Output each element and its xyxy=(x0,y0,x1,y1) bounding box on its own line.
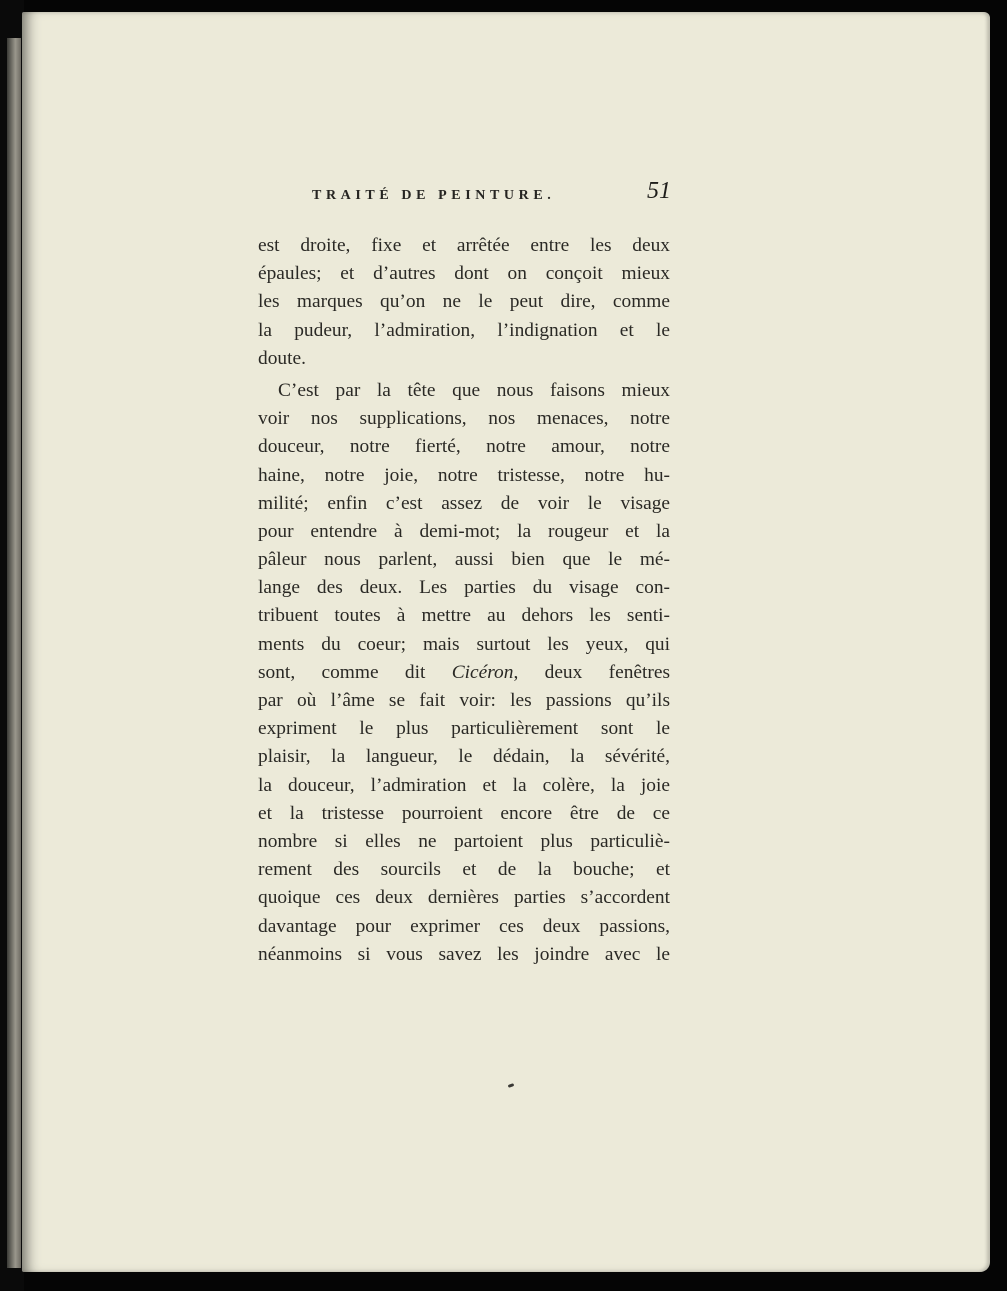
text-line: quoique ces deux dernières parties s’accordent xyxy=(258,887,670,909)
text-line: la pudeur, l’admiration, l’indignation et le xyxy=(258,319,670,341)
text-line xyxy=(258,659,670,687)
text-line: expriment le plus particulièrement sont le xyxy=(258,718,670,740)
text-line: est droite, fixe et arrêtée entre les deux xyxy=(258,235,670,256)
text-segment: sont, comme dit xyxy=(258,661,452,683)
text-line: épaules; et d’autres dont on conçoit mieux xyxy=(258,263,670,285)
text-line: la douceur, l’admiration et la colère, la joie xyxy=(258,774,670,796)
text-segment: , deux fenêtres xyxy=(513,661,670,683)
body-text xyxy=(258,232,670,969)
text-line: pâleur nous parlent, aussi bien que le mé- xyxy=(258,549,670,571)
text-line: tribuent toutes à mettre au dehors les senti- xyxy=(258,605,670,627)
text-line: douceur, notre fierté, notre amour, notre xyxy=(258,436,670,458)
text-line: davantage pour exprimer ces deux passions, xyxy=(258,915,670,937)
text-line: milité; enfin c’est assez de voir le visage xyxy=(258,492,670,514)
running-head xyxy=(312,178,732,208)
text-line: plaisir, la langueur, le dédain, la sévérité, xyxy=(258,746,670,768)
running-title: TRAITÉ DE PEINTURE. xyxy=(312,188,556,203)
text-line: lange des deux. Les parties du visage con- xyxy=(258,577,670,599)
text-line: ments du coeur; mais surtout les yeux, qui xyxy=(258,633,670,655)
text-line: haine, notre joie, notre tristesse, notre hu- xyxy=(258,464,670,486)
text-line: pour entendre à demi-mot; la rougeur et la xyxy=(258,520,670,542)
page-number: 51 xyxy=(647,178,671,204)
text-line: néanmoins si vous savez les joindre avec le xyxy=(258,943,670,965)
text-line: rement des sourcils et de la bouche; et xyxy=(258,859,670,881)
text-line: voir nos supplications, nos menaces, notre xyxy=(258,408,670,430)
text-line: et la tristesse pourroient encore être de ce xyxy=(258,802,670,824)
text-line: les marques qu’on ne le peut dire, comme xyxy=(258,291,670,313)
text-line: par où l’âme se fait voir: les passions qu’ils xyxy=(258,690,670,711)
text-line: doute. xyxy=(258,347,306,369)
facing-page-edge xyxy=(7,38,21,1268)
italic-name: Cicéron xyxy=(451,661,514,683)
text-line: nombre si elles ne partoient plus particuliè- xyxy=(258,830,670,852)
text-line: C’est par la tête que nous faisons mieux xyxy=(278,379,670,401)
